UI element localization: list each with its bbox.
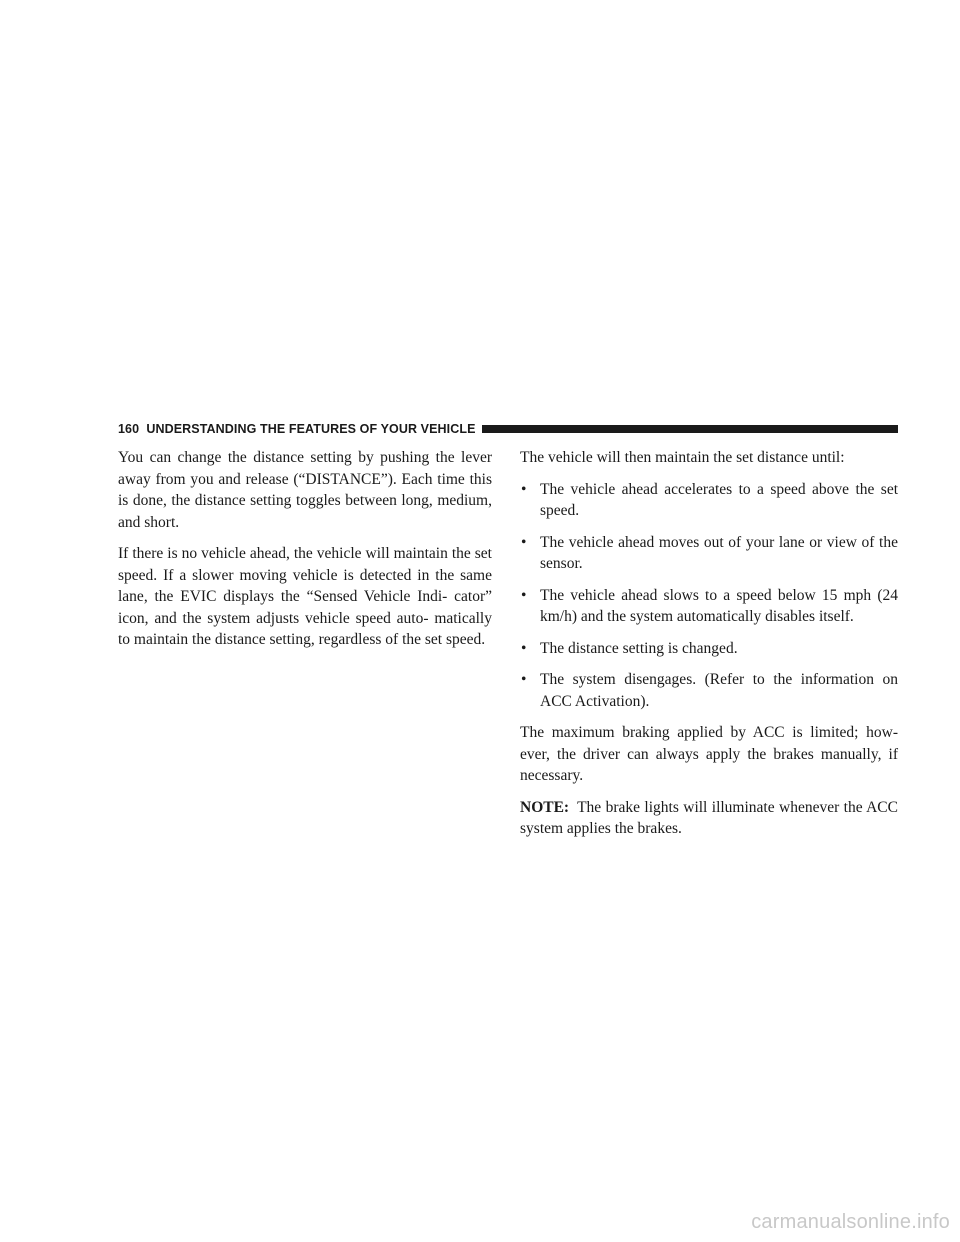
note-label: NOTE: [520, 798, 570, 816]
page-header [118, 421, 898, 437]
left-column [118, 447, 492, 661]
bullet-icon: • [521, 671, 527, 688]
paragraph-distance-setting: You can change the distance setting by pushing the lever away from you and release (“DISTANCE”). Each time this is done, the distance setting toggles between long, medium, and short. [118, 449, 492, 531]
note-text: The brake lights will illuminate whenever the ACC system applies the brakes. [520, 798, 898, 837]
section-title: UNDERSTANDING THE FEATURES OF YOUR VEHICLE [146, 422, 476, 436]
paragraph-max-braking: The maximum braking applied by ACC is limited; how- ever, the driver can always apply the brakes manually, if necessary. [520, 724, 898, 784]
bullet-icon: • [521, 533, 527, 551]
bullet-icon: • [521, 639, 527, 657]
list-item [520, 479, 898, 522]
list-item-text: The vehicle ahead moves out of your lane or view of the sensor. [540, 533, 898, 572]
list-item-text: The system disengages. (Refer to the information on ACC Activation). [540, 671, 898, 710]
header-rule [482, 425, 898, 433]
page-header-text [118, 422, 476, 436]
page-number: 160 [118, 422, 140, 436]
paragraph-maintain-intro: The vehicle will then maintain the set distance until: [520, 449, 845, 466]
note-paragraph [520, 797, 898, 840]
watermark-text: carmanualsonline.info [751, 1211, 950, 1233]
bullet-icon: • [521, 480, 527, 498]
list-item-text: The vehicle ahead accelerates to a speed above the set speed. [540, 480, 898, 519]
list-item-text: The distance setting is changed. [540, 639, 738, 657]
list-item [520, 669, 898, 712]
condition-list [520, 479, 898, 713]
list-item [520, 585, 898, 628]
paragraph-no-vehicle-ahead: If there is no vehicle ahead, the vehicle will maintain the set speed. If a slower moving vehicle is detected in the same lane, the EVIC displays the “Sensed Vehicle Indi- cator” icon, and the system adjusts vehicle speed auto- matically to maintain the distance setting, regardless of the set speed. [118, 545, 492, 648]
bullet-icon: • [521, 586, 527, 604]
right-column [520, 447, 898, 850]
list-item [520, 532, 898, 575]
list-item [520, 638, 898, 660]
list-item-text: The vehicle ahead slows to a speed below 15 mph (24 km/h) and the system automatically disables itself. [540, 586, 898, 625]
